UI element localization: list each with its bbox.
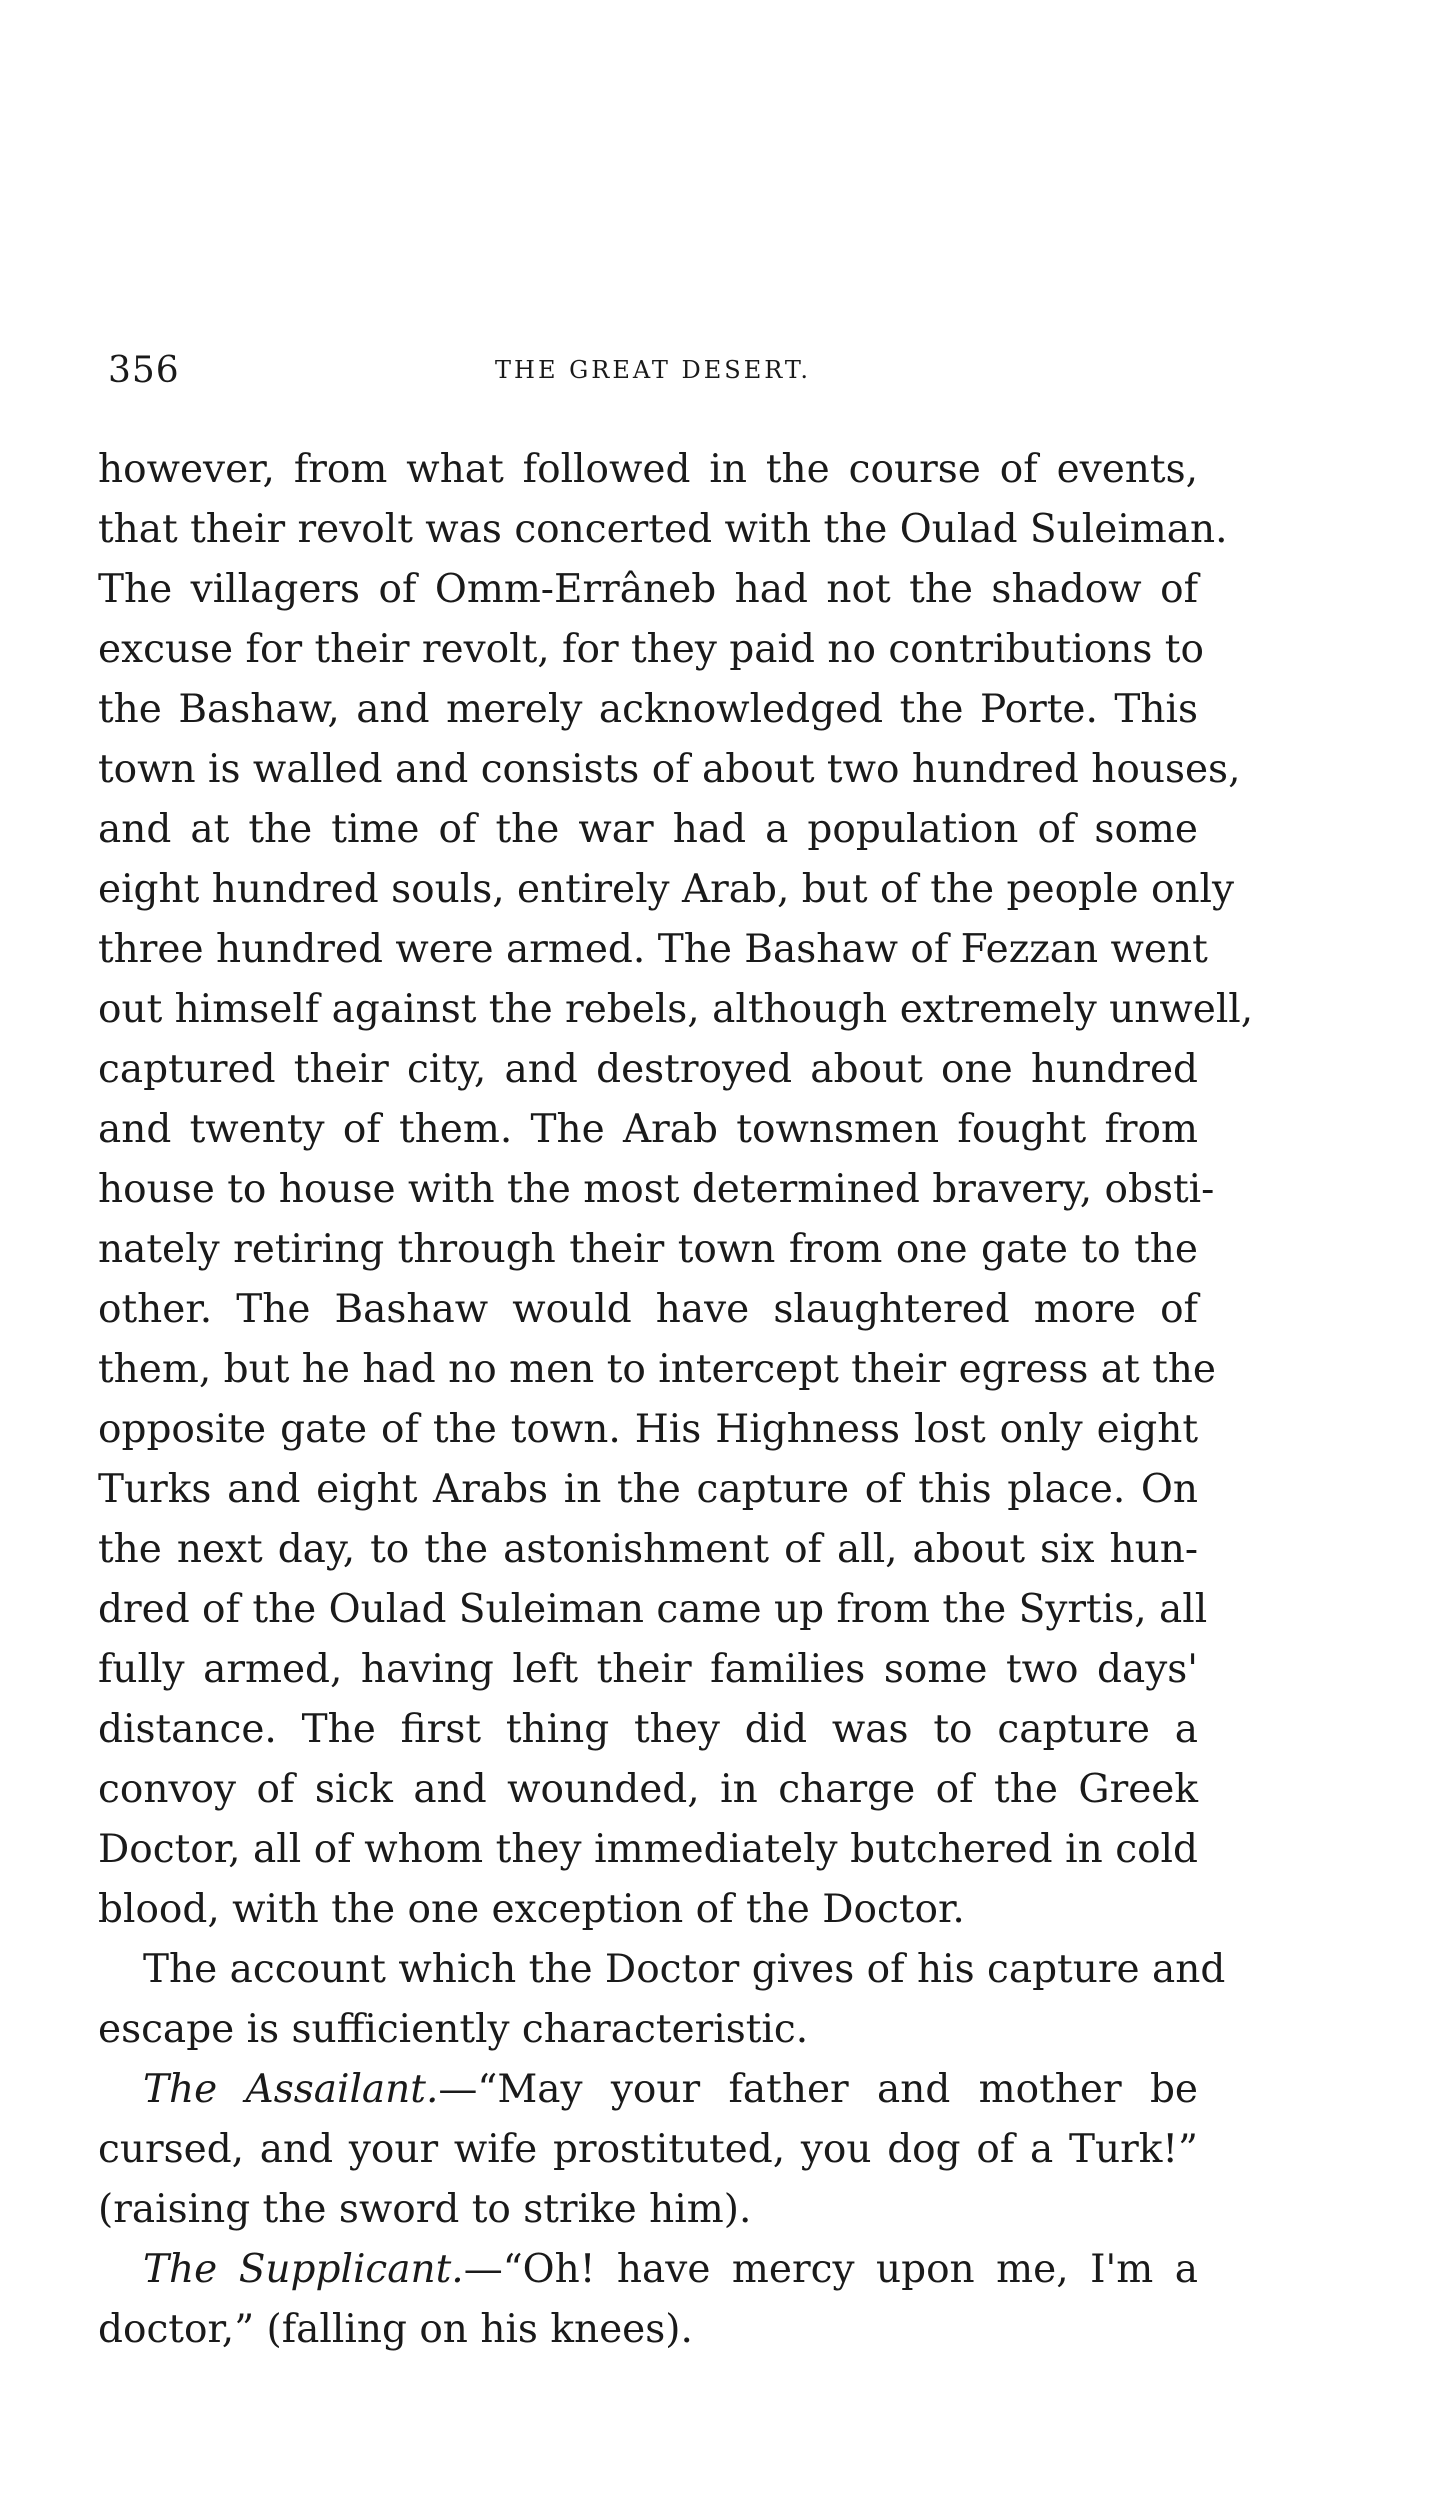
text-line: Turks and eight Arabs in the capture of this place. On [98,1467,1198,1512]
text-line: doctor,” (falling on his knees). [98,2307,693,2352]
text-line: however, from what followed in the course of events, [98,447,1198,492]
text-line: nately retiring through their town from one gate to the [98,1227,1198,1272]
text-line: other. The Bashaw would have slaughtered more of [98,1287,1198,1332]
text-line: and at the time of the war had a population of some [98,807,1198,852]
paragraph-account [98,1940,1226,2060]
text-line: and twenty of them. The Arab townsmen fought from [98,1107,1198,1152]
text-line: house to house with the most determined bravery, obsti- [98,1167,1215,1212]
text-line: the next day, to the astonishment of all, about six hun- [98,1527,1198,1572]
speaker-label: The Assailant. [143,2067,439,2112]
running-head [108,350,1198,400]
speech-text: —“May your father and mother be [438,2067,1199,2112]
text-line: Doctor, all of whom they immediately butchered in cold [98,1827,1198,1872]
text-line: excuse for their revolt, for they paid no contributions to [98,627,1204,672]
text-line: eight hundred souls, entirely Arab, but of the people only [98,867,1235,912]
text-line: blood, with the one exception of the Doctor. [98,1887,965,1932]
text-line: opposite gate of the town. His Highness lost only eight [98,1407,1198,1452]
text-line [98,2060,1198,2120]
running-title: THE GREAT DESERT. [495,356,811,384]
text-line: The villagers of Omm-Errâneb had not the shadow of [98,567,1198,612]
paragraph-narrative [98,440,1254,1940]
text-line: (raising the sword to strike him). [98,2187,752,2232]
text-line: distance. The first thing they did was to capture a [98,1707,1198,1752]
text-line: that their revolt was concerted with the Oulad Suleiman. [98,507,1228,552]
paragraph-supplicant [98,2240,1198,2360]
text-line: convoy of sick and wounded, in charge of the Greek [98,1767,1198,1812]
speaker-label: The Supplicant. [143,2247,464,2292]
text-line: three hundred were armed. The Bashaw of Fezzan went [98,927,1208,972]
text-line: them, but he had no men to intercept their egress at the [98,1347,1216,1392]
text-line: The account which the Doctor gives of his capture and [143,1947,1226,1992]
page-number: 356 [108,350,180,391]
text-line: captured their city, and destroyed about one hundred [98,1047,1198,1092]
text-line: out himself against the rebels, although extremely unwell, [98,987,1254,1032]
body-text [98,440,1254,2360]
paragraph-assailant [98,2060,1198,2240]
speech-text: —“Oh! have mercy upon me, I'm a [463,2247,1198,2292]
text-line: dred of the Oulad Suleiman came up from the Syrtis, all [98,1587,1208,1632]
text-line: escape is sufficiently characteristic. [98,2007,809,2052]
text-line: the Bashaw, and merely acknowledged the Porte. This [98,687,1198,732]
text-line: town is walled and consists of about two hundred houses, [98,747,1241,792]
text-line: cursed, and your wife prostituted, you dog of a Turk!” [98,2127,1198,2172]
text-line [98,2240,1198,2300]
text-line: fully armed, having left their families some two days' [98,1647,1198,1692]
